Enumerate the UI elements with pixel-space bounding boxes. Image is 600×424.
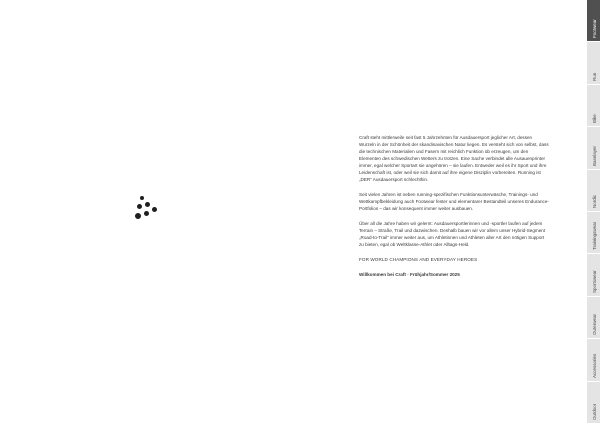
- sidebar-item-outerwear[interactable]: [587, 297, 600, 339]
- sidebar-item-label: Baselayer: [591, 145, 597, 166]
- sidebar-item-label: Run: [591, 72, 597, 81]
- logo-dot: [140, 196, 144, 200]
- tagline: FOR WORLD CHAMPIONS AND EVERYDAY HEROES: [359, 257, 478, 262]
- sidebar-item-label: Outdoor: [591, 403, 597, 421]
- intro-paragraph: Über all die Jahre haben wir gelernt: Ausdauersportlerinnen und -sportler laufen auf jedem Terrain – Straße, Trail und dazwischen. Deshalb bauen wir vor allem unser Hybrid-Segment „Road-to-Trail“ immer weiter aus, um Athletinnen und Athleten aller Art den nötigen Support zu bieten, egal ob Weltklasse-Athlet oder Alltags-Held.: [359, 221, 546, 247]
- sidebar-item-label: Nordic: [591, 195, 597, 209]
- sidebar-item-label: Accessories: [591, 353, 597, 378]
- intro-paragraph: Craft steht mittlerweile seit fast 5 Jahrzehnten für Ausdauersport jeglicher Art, dessen Wurzeln in der Schönheit der skandinavischen Natur liegen. Es versteht sich von selbst, dass die technischen Materialien und Fasern mit reichlich Funktion üb erzeugen, um den Elementen des schwedischen Wetters zu trotzen. Eine Sache verbindet alle Ausauenprinter immer, egal welcher Sportart sie angehören – sie laufen. Entweder weil es ihr Sport und ihre Leidenschaft ist, oder weil sie sich damit auf ihre eigene Disziplin vorbereiten. Running ist „DER“ Ausdauersport schlechthin.: [359, 135, 549, 182]
- craft-logo: [132, 196, 164, 226]
- sidebar-item-label: Footwear: [591, 19, 597, 39]
- sidebar-item-label: Bike: [591, 114, 597, 124]
- logo-dot: [144, 211, 149, 216]
- sidebar-item-accessories[interactable]: [587, 339, 600, 381]
- sidebar-item-baselayer[interactable]: [587, 127, 600, 169]
- sidebar-item-footwear[interactable]: [587, 0, 600, 42]
- category-index-sidebar: [587, 0, 600, 424]
- intro-paragraph: Seit vielen Jahren ist neben running-spezifischen Funktionsunterwäsche, Trainings- und Wettkampfbekleidung auch Footwear fester und elementarer Bestandteil unseres Endurance-Portfolios – das wir konsequent immer weiter ausbauen.: [359, 192, 549, 211]
- sidebar-item-label: Outerwear: [591, 314, 597, 336]
- sidebar-item-sportswear[interactable]: [587, 254, 600, 296]
- sidebar-item-label: Sportswear: [591, 270, 597, 293]
- sidebar-item-nordic[interactable]: [587, 170, 600, 212]
- sidebar-item-bike[interactable]: [587, 85, 600, 127]
- sidebar-item-trainingswear[interactable]: [587, 212, 600, 254]
- logo-dot: [152, 207, 157, 212]
- intro-text: [359, 134, 549, 286]
- logo-dot: [137, 204, 142, 209]
- welcome-footer: Willkommen bei Craft · Frühjahr/Sommer 2025: [359, 272, 460, 277]
- logo-dot: [145, 202, 150, 207]
- sidebar-item-label: Trainingswear: [591, 222, 597, 251]
- sidebar-item-outdoor[interactable]: [587, 382, 600, 424]
- sidebar-item-run[interactable]: [587, 42, 600, 84]
- logo-dot: [135, 213, 141, 219]
